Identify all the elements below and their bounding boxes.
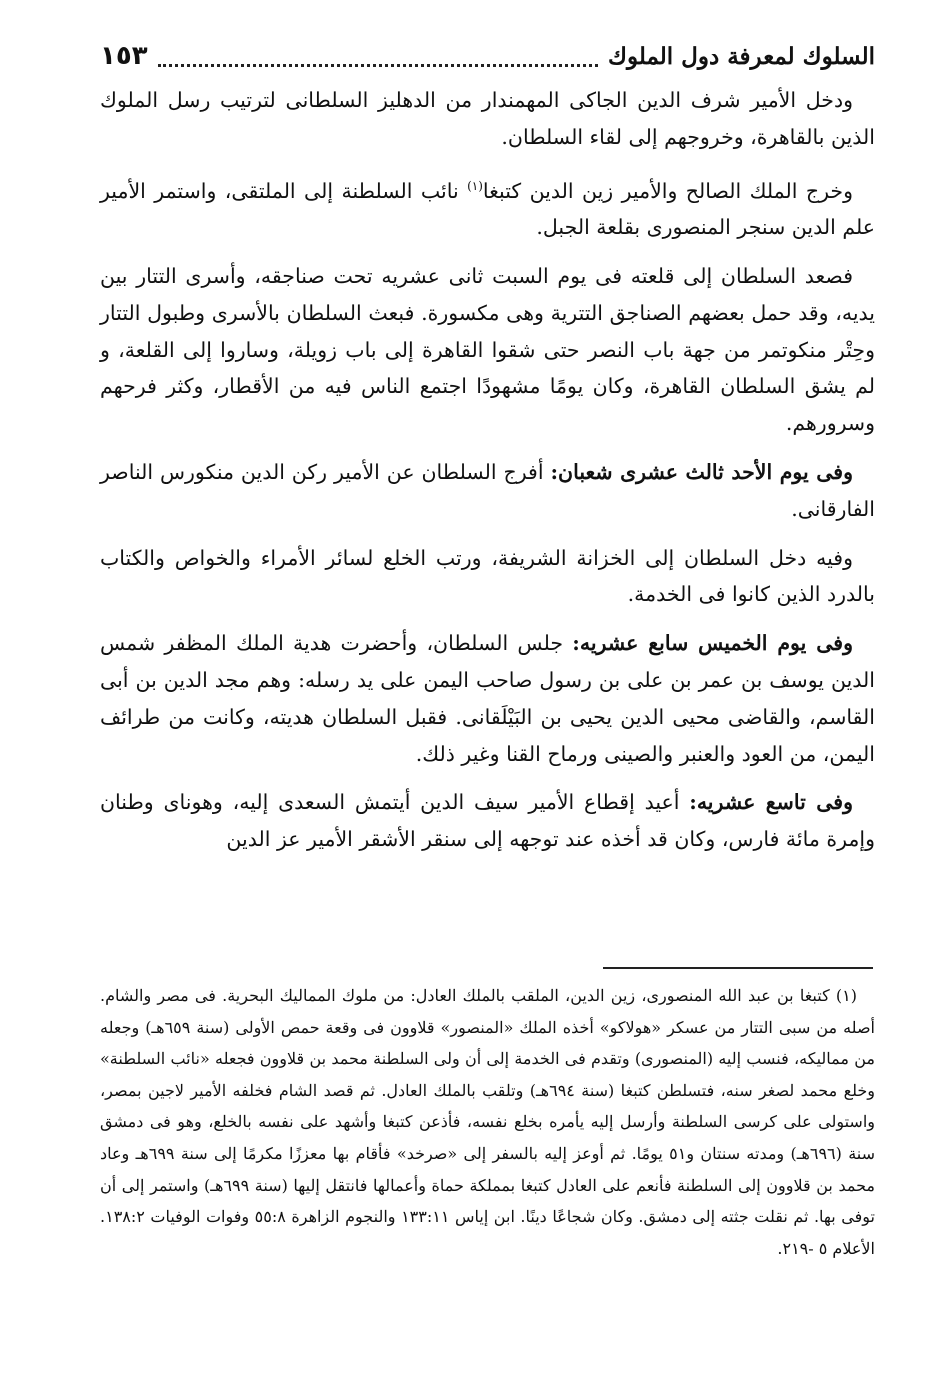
paragraph-text: أفرج السلطان عن الأمير ركن الدين منكورس الناصر الفارقانى.: [100, 460, 875, 521]
paragraph-text: أعيد إقطاع الأمير سيف الدين أيتمش السعدى إليه، وهوناى وطنان وإمرة مائة فارس، وكان قد أخذه عند توجهه إلى سنقر الأشقر الأمير عز الدين: [100, 790, 875, 852]
main-text: [100, 82, 875, 870]
paragraph-text: نائب السلطنة إلى الملتقى، واستمر الأمير علم الدين سنجر المنصورى بقلعة الجبل.: [100, 178, 875, 240]
paragraph-text: وفيه دخل السلطان إلى الخزانة الشريفة، ورتب الخلع لسائر الأمراء والخواص والكتاب بالدرد الذين كانوا فى الخدمة.: [100, 545, 875, 607]
footnote-divider: [603, 967, 873, 969]
footnotes: [100, 980, 875, 1264]
paragraph: [100, 168, 875, 246]
footnote-reference[interactable]: (١): [467, 178, 483, 193]
date-heading: وفى تاسع عشريه:: [689, 790, 853, 815]
header-leader-dots: [158, 46, 598, 67]
footnote-text: (١) كتبغا بن عبد الله المنصورى، زين الدين، الملقب بالملك العادل: من ملوك المماليك البحرية. فى مصر والشام. أصله من سبى التتار من عسكر «هولاكو» أخذه الملك «المنصور» قلاوون فى وقعة حمص الأولى (سنة ٦٥٩هـ) وجعله من مماليكه، فنسب إليه (المنصورى) وتقدم فى الخدمة إلى أن ولى السلطنة محمد بن قلاوون فجعله «نائب السلطنة» وخلع محمد لصغر سنه، فتسلطن كتبغا (سنة ٦٩٤هـ) وتلقب بالملك العادل. ثم قصد الشام فخلفه الأمير لاجين بمصر، واستولى على كرسى السلطنة وأرسل إليه يأمره بخلع نفسه، فأذعن كتبغا وأشهد على نفسه بالخلع، وهو فى دمشق سنة (٦٩٦هـ) ومدته سنتان و٥١ يومًا. ثم أوعز إليه بالسفر إلى «صرخد» فأقام بها معززًا مكرمًا إلى سنة ٦٩٩هـ وعاد محمد بن قلاوون إلى السلطنة فأنعم على العادل كتبغا بمملكة حماة وأعمالها فانتقل إليها (سنة ٦٩٩هـ) واستمر إلى أن توفى بها. ثم نقلت جثته إلى دمشق. وكان شجاعًا دينًا. ابن إياس ١٣٣:١١ والنجوم الزاهرة ٥٥:٨ وفوات الوفيات ١٣٨:٢. الأعلام ٥ -٢١٩.: [100, 986, 876, 1258]
paragraph: [100, 258, 875, 442]
date-heading: وفى يوم الخميس سابع عشريه:: [572, 631, 853, 656]
paragraph-text: ودخل الأمير شرف الدين الجاكى المهمندار من الدهليز السلطانى لترتيب رسل الملوك الذين بالقاهرة، وخروجهم إلى لقاء السلطان.: [100, 88, 875, 149]
page-header: [100, 36, 875, 76]
page-number: ١٥٣: [100, 41, 148, 71]
paragraph: [100, 784, 875, 858]
paragraph: [100, 82, 875, 156]
date-heading: وفى يوم الأحد ثالث عشرى شعبان:: [550, 460, 853, 484]
running-title: السلوك لمعرفة دول الملوك: [607, 42, 875, 70]
paragraph-text: فصعد السلطان إلى قلعته فى يوم السبت ثانى عشريه تحت صناجقه، وأسرى التتار بين يديه، وقد حمل بعضهم الصناجق التترية وهى مكسورة. فبعث السلطان بالأسرى وطبول التتار وحِتْر منكوتمر من جهة باب النصر حتى شقوا القاهرة إلى باب زويلة، وساروا إلى القلعة، و لم يشق السلطان القاهرة، وكان يومًا مشهودًا اجتمع الناس فيه من الأقطار، وكثر فرحهم وسرورهم.: [100, 264, 875, 436]
paragraph-text: جلس السلطان، وأحضرت هدية الملك المظفر شمس الدين يوسف بن عمر بن على بن رسول صاحب اليمن على يد رسله: وهم مجد الدين بن أبى القاسم، والقاضى محيى الدين يحيى بن البَيْلَقانى. فقبل السلطان هديته، وكانت من طرائف اليمن، من العود والعنبر والصينى ورماح القنا وغير ذلك.: [100, 631, 875, 766]
paragraph: [100, 540, 875, 614]
paragraph: [100, 454, 875, 528]
paragraph-text: وخرج الملك الصالح والأمير زين الدين كتبغا: [482, 178, 853, 203]
paragraph: [100, 625, 875, 772]
